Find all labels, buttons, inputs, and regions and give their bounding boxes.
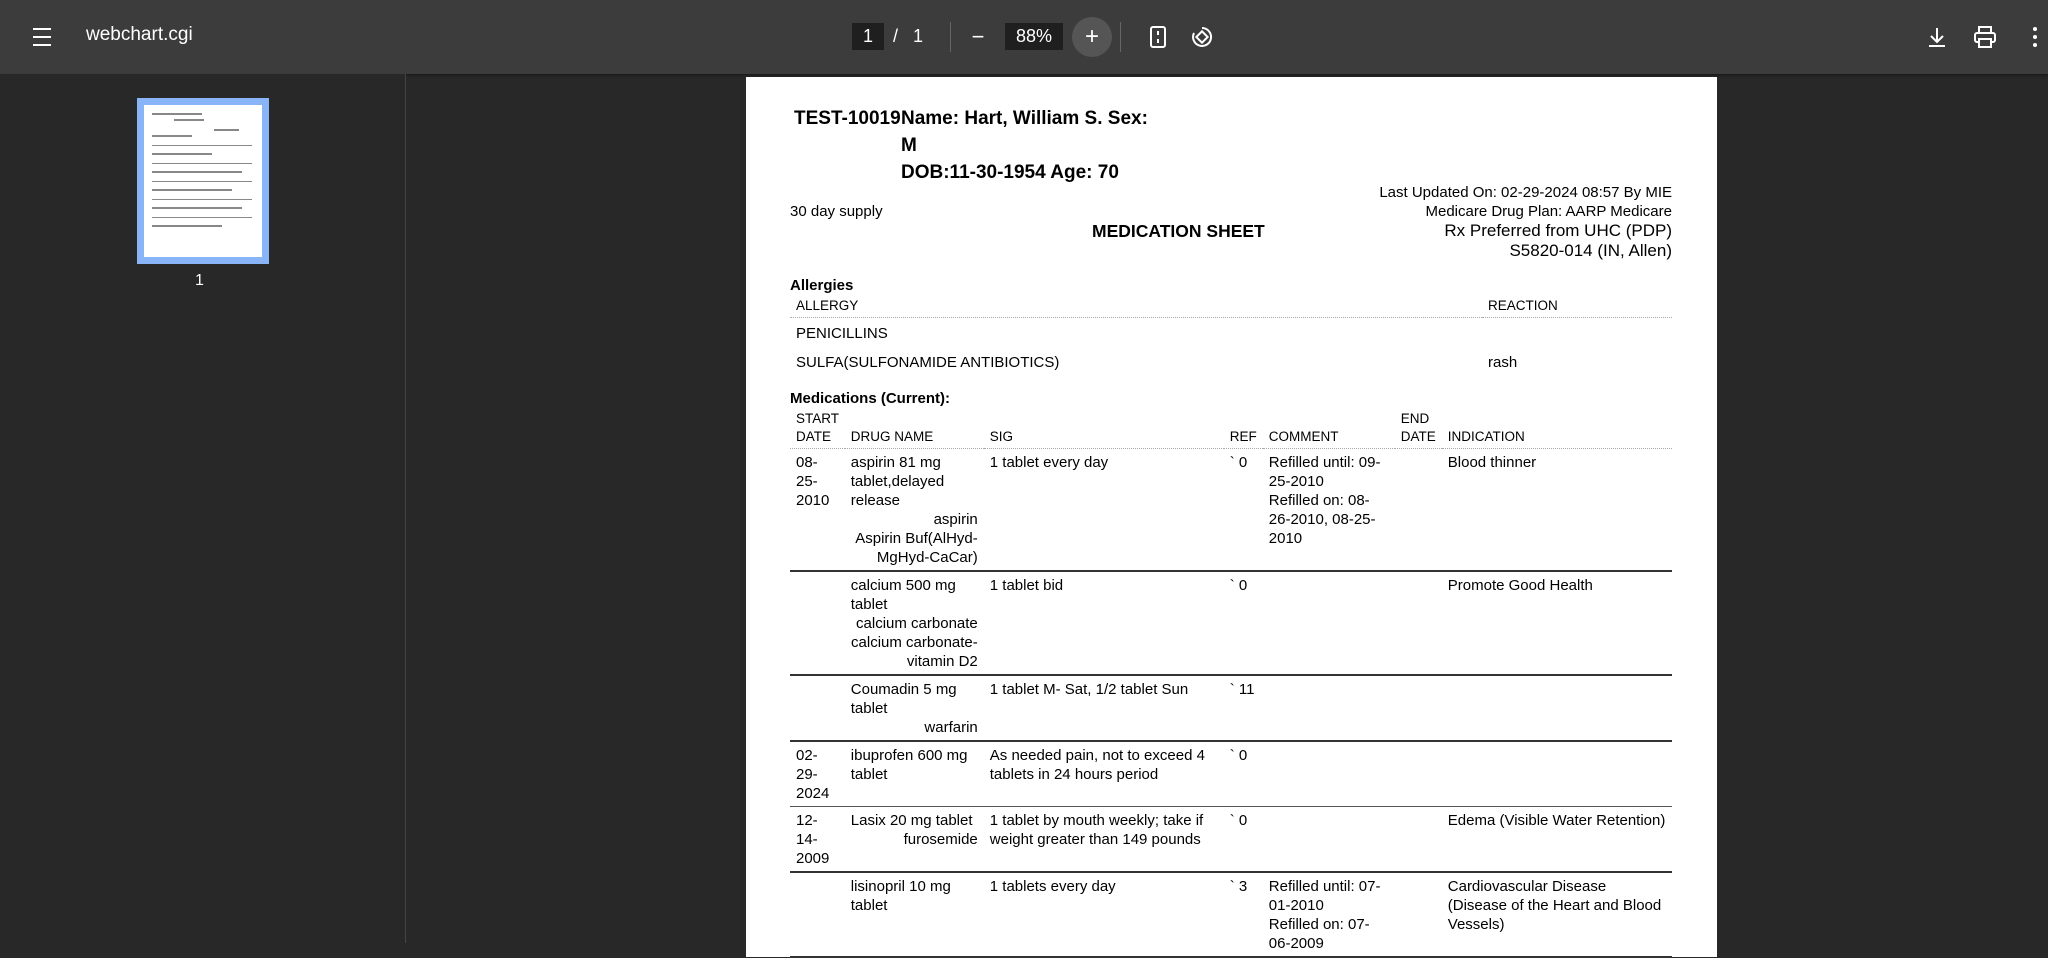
zoom-input[interactable]: 88% [1005, 23, 1063, 50]
start-date: 02-29-2024 [790, 741, 845, 807]
sig: 1 tablet bid [984, 571, 1224, 675]
allergy-reaction: rash [1488, 354, 1518, 371]
last-updated: Last Updated On: 02-29-2024 08:57 By MIE [1379, 184, 1672, 201]
generic-name: aspirin [933, 511, 978, 528]
page-total [888, 23, 928, 50]
more-icon[interactable] [2020, 22, 2048, 52]
page-separator: / [892, 26, 898, 46]
pdf-toolbar [0, 0, 2048, 74]
download-icon[interactable] [1922, 22, 1952, 52]
column-header: ALLERGY [790, 297, 1482, 318]
table-row [790, 571, 1672, 675]
column-header: START DATE [790, 410, 845, 449]
plan-line: Rx Preferred from UHC (PDP) [1444, 221, 1672, 240]
end-date [1395, 449, 1442, 572]
refills: ` 0 [1224, 449, 1263, 572]
pdf-page [746, 77, 1717, 957]
comment-line: Refilled until: 07-01-2010 [1268, 878, 1381, 914]
comment-line: Refilled on: 08-26-2010, 08-25-2010 [1268, 492, 1376, 547]
end-date [1395, 807, 1442, 873]
comment-cell [1263, 449, 1395, 572]
drug-name: calcium 500 mg tablet [850, 577, 956, 613]
start-date: 12-14-2009 [790, 807, 845, 873]
refills: ` 3 [1224, 872, 1263, 957]
indication: Cardiovascular Disease (Disease of the Heart and Blood Vessels) [1442, 872, 1672, 957]
column-header: REF [1224, 410, 1263, 449]
print-icon[interactable] [1970, 22, 2000, 52]
refills: ` 11 [1224, 675, 1263, 741]
end-date [1395, 571, 1442, 675]
generic-name: Aspirin Buf(AlHyd-MgHyd-CaCar) [855, 530, 978, 566]
comment-cell [1263, 807, 1395, 873]
start-date [790, 571, 845, 675]
patient-id: TEST-10019 [794, 108, 901, 129]
table-row [790, 807, 1672, 873]
patient-dob-age: DOB:11-30-1954 Age: 70 [901, 162, 1119, 183]
divider [950, 22, 951, 52]
medications-table [790, 410, 1672, 958]
drug-name: ibuprofen 600 mg tablet [850, 747, 968, 783]
start-date [790, 675, 845, 741]
end-date [1395, 872, 1442, 957]
drug-name: Coumadin 5 mg tablet [850, 681, 957, 717]
plan-line: S5820-014 (IN, Allen) [1509, 241, 1672, 260]
zoom-in-button[interactable]: + [1072, 17, 1112, 57]
end-date [1395, 675, 1442, 741]
indication: Promote Good Health [1442, 571, 1672, 675]
allergy-name: PENICILLINS [796, 325, 888, 342]
indication: Edema (Visible Water Retention) [1442, 807, 1672, 873]
document-title: webchart.cgi [86, 24, 193, 45]
fit-page-icon[interactable] [1143, 22, 1173, 52]
generic-name: calcium carbonate-vitamin D2 [851, 634, 978, 670]
drug-cell [845, 872, 984, 957]
allergy-row [790, 318, 1672, 348]
allergy-reaction [1482, 318, 1672, 348]
sig: 1 tablets every day [984, 872, 1224, 957]
menu-icon[interactable] [28, 24, 56, 50]
column-header: DRUG NAME [845, 410, 984, 449]
generic-name: warfarin [924, 719, 978, 736]
generic-name: calcium carbonate [856, 615, 978, 632]
drug-cell [845, 571, 984, 675]
comment-line: Refilled until: 09-25-2010 [1268, 454, 1381, 490]
allergy-row [790, 347, 1672, 376]
column-header: REACTION [1482, 297, 1672, 318]
indication [1442, 675, 1672, 741]
column-header: SIG [984, 410, 1224, 449]
sheet-title: MEDICATION SHEET [1092, 221, 1265, 241]
sig: As needed pain, not to exceed 4 tablets in 24 hours period [984, 741, 1224, 807]
start-date: 08-25-2010 [790, 449, 845, 572]
comment-line: Refilled on: 07-06-2009 [1268, 916, 1370, 952]
drug-cell [845, 449, 984, 572]
rotate-icon[interactable] [1187, 22, 1217, 52]
plan-line: Medicare Drug Plan: AARP Medicare [1425, 203, 1672, 220]
allergies-table [790, 297, 1672, 376]
generic-name: furosemide [903, 831, 978, 848]
sig: 1 tablet by mouth weekly; take if weight greater than 149 pounds [984, 807, 1224, 873]
indication [1442, 741, 1672, 807]
page-number-input[interactable]: 1 [852, 23, 884, 50]
drug-cell [845, 807, 984, 873]
page-total-value: 1 [913, 26, 924, 46]
table-row [790, 449, 1672, 572]
plan-info [1362, 183, 1672, 261]
medications-heading: Medications (Current): [790, 390, 951, 407]
thumbnail-page-number: 1 [195, 272, 204, 289]
comment-cell [1263, 571, 1395, 675]
column-header: INDICATION [1442, 410, 1672, 449]
patient-name-sex: Name: Hart, William S. Sex: M [901, 108, 1148, 156]
page-thumbnail[interactable] [137, 98, 269, 264]
refills: ` 0 [1224, 807, 1263, 873]
table-row [790, 741, 1672, 807]
zoom-out-button[interactable]: − [971, 24, 985, 49]
comment-cell [1263, 872, 1395, 957]
sig: 1 tablet every day [984, 449, 1224, 572]
refills: ` 0 [1224, 741, 1263, 807]
divider [1120, 22, 1121, 52]
end-date [1395, 741, 1442, 807]
allergies-heading: Allergies [790, 277, 854, 294]
table-row [790, 675, 1672, 741]
drug-cell [845, 675, 984, 741]
drug-name: Lasix 20 mg tablet [850, 812, 973, 829]
column-header: END DATE [1395, 410, 1442, 449]
table-row [790, 872, 1672, 957]
start-date [790, 872, 845, 957]
allergy-name: SULFA(SULFONAMIDE ANTIBIOTICS) [796, 354, 1060, 371]
indication: Blood thinner [1442, 449, 1672, 572]
drug-name: aspirin 81 mg tablet,delayed release [850, 454, 945, 509]
column-header: COMMENT [1263, 410, 1395, 449]
comment-cell [1263, 675, 1395, 741]
refills: ` 0 [1224, 571, 1263, 675]
sig: 1 tablet M- Sat, 1/2 tablet Sun [984, 675, 1224, 741]
drug-name: lisinopril 10 mg tablet [850, 878, 951, 914]
drug-cell [845, 741, 984, 807]
supply-note: 30 day supply [790, 203, 883, 220]
comment-cell [1263, 741, 1395, 807]
